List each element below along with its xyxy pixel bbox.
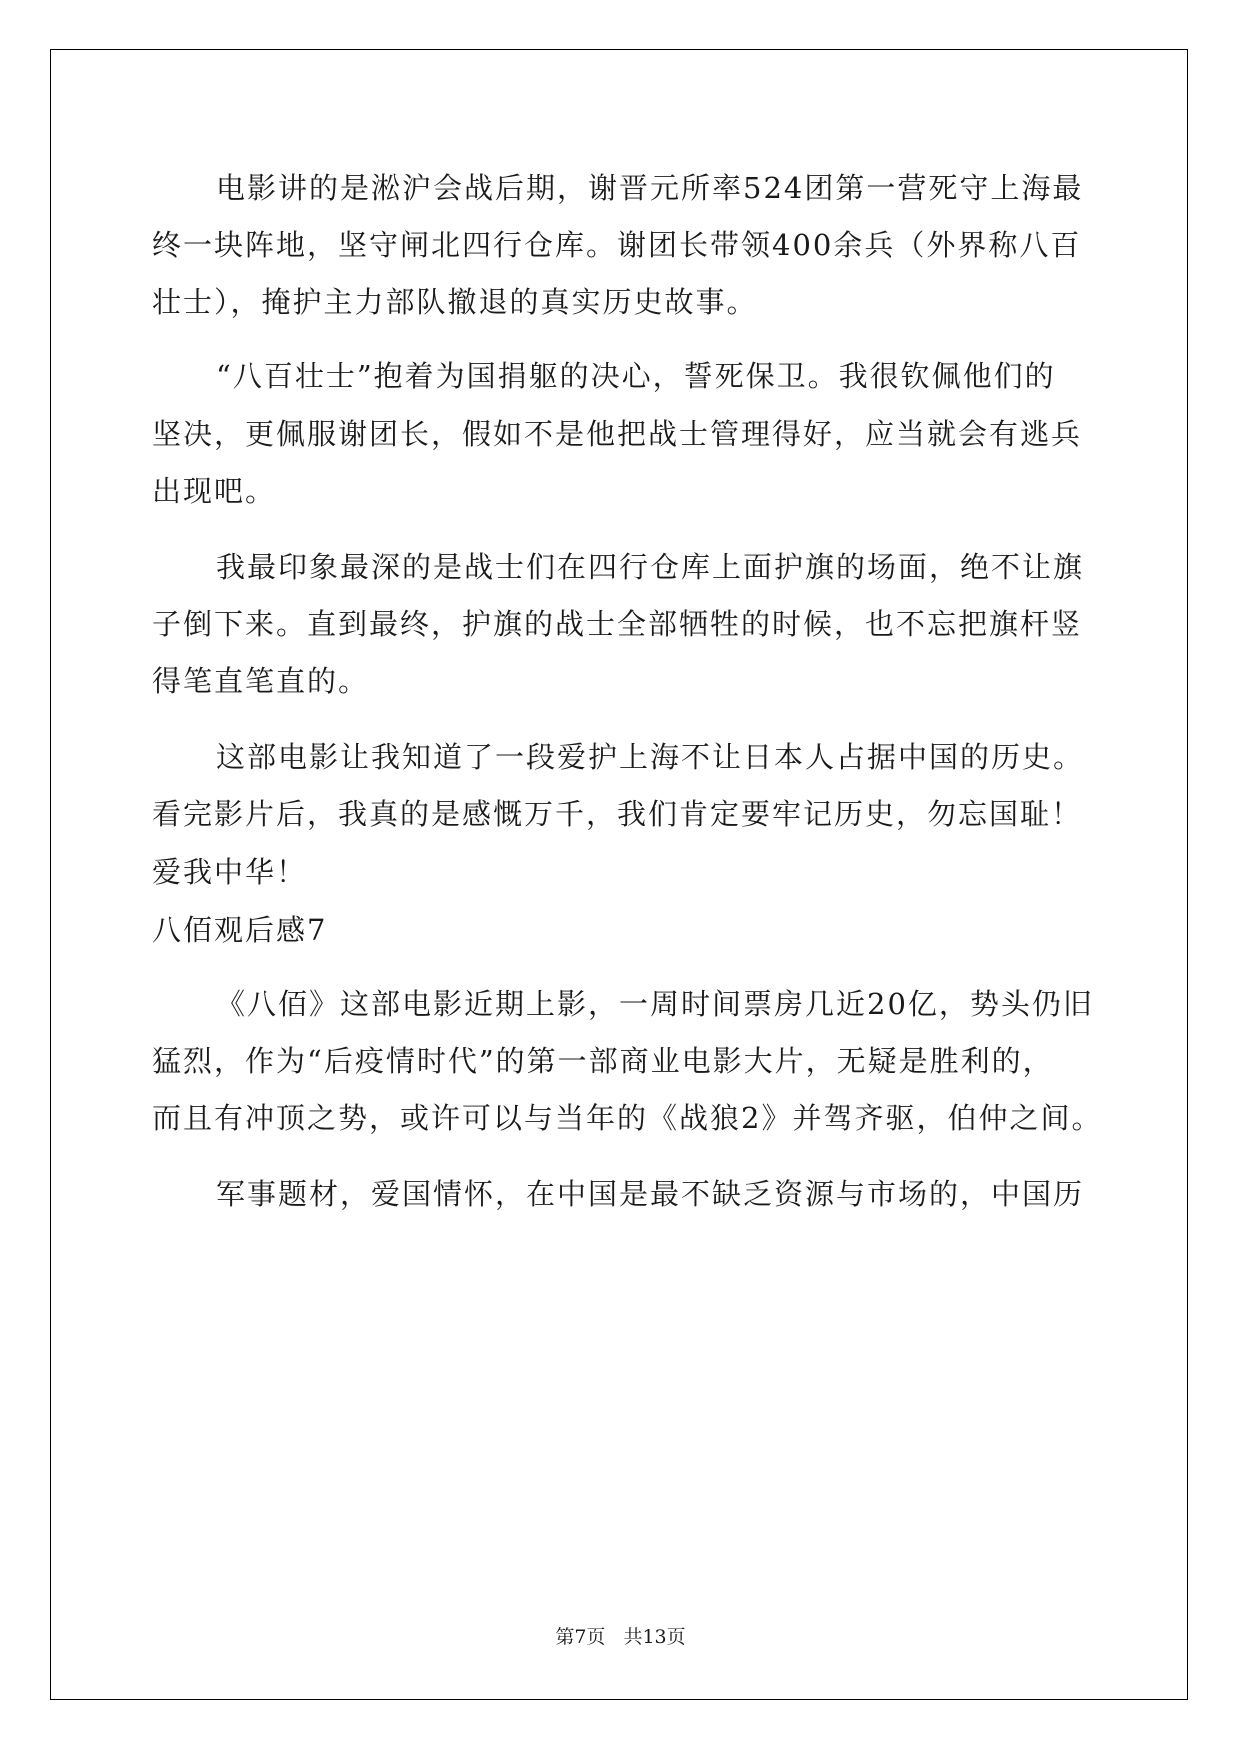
page-total: 共13页 — [623, 1626, 686, 1648]
paragraph-line: 《八佰》这部电影近期上影，一周时间票房几近20亿，势头仍旧 — [216, 987, 1094, 1021]
page-number: 第7页 — [555, 1626, 606, 1648]
paragraph-line: 电影讲的是淞沪会战后期，谢晋元所率524团第一营死守上海最 — [216, 171, 1084, 205]
paragraph-line: 子倒下来。直到最终，护旗的战士全部牺牲的时候，也不忘把旗杆竖 — [152, 607, 1083, 641]
paragraph-line: 我最印象最深的是战士们在四行仓库上面护旗的场面，绝不让旗 — [216, 550, 1085, 584]
paragraph-line: 而且有冲顶之势，或许可以与当年的《战狼2》并驾齐驱，伯仲之间。 — [152, 1101, 1103, 1135]
page-footer — [0, 1622, 1241, 1649]
paragraph-line: 得笔直笔直的。 — [152, 664, 370, 698]
section-heading: 八佰观后感7 — [152, 913, 328, 947]
paragraph-line: “八百壮士”抱着为国捐躯的决心，誓死保卫。我很钦佩他们的 — [216, 359, 1056, 393]
paragraph-line: 坚决，更佩服谢团长，假如不是他把战士管理得好，应当就会有逃兵 — [152, 417, 1083, 451]
paragraph-line: 军事题材，爱国情怀，在中国是最不缺乏资源与市场的，中国历 — [216, 1177, 1085, 1211]
paragraph-line: 看完影片后，我真的是感慨万千，我们肯定要牢记历史，勿忘国耻！ — [152, 797, 1083, 831]
paragraph-line: 终一块阵地，坚守闸北四行仓库。谢团长带领400余兵（外界称八百 — [152, 228, 1082, 262]
paragraph-line: 壮士），掩护主力部队撤退的真实历史故事。 — [152, 285, 758, 319]
paragraph-line: 爱我中华！ — [152, 855, 308, 889]
paragraph-line: 出现吧。 — [152, 474, 277, 508]
paragraph-line: 猛烈，作为“后疫情时代”的第一部商业电影大片，无疑是胜利的， — [152, 1044, 1054, 1078]
paragraph-line: 这部电影让我知道了一段爱护上海不让日本人占据中国的历史。 — [216, 740, 1085, 774]
